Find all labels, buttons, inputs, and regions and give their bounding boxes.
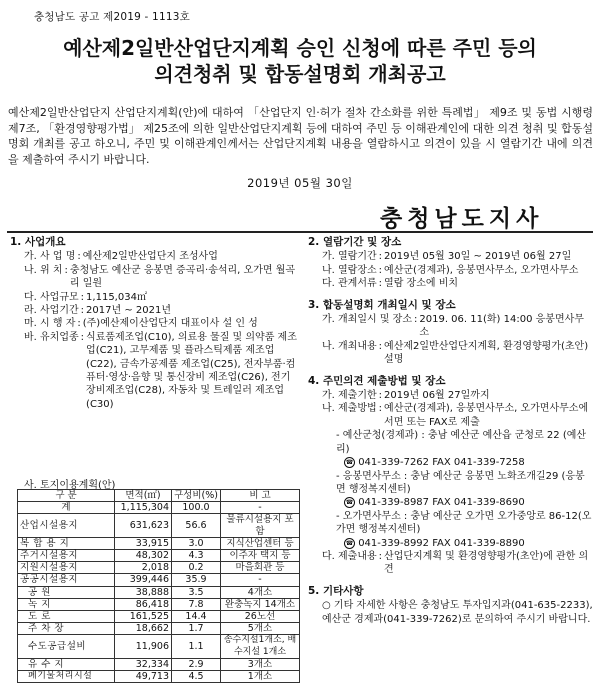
section-2-item: 가. 열람기간 : 2019년 05월 30일 ~ 2019년 06월 27일 [308,250,593,263]
item-value: 충청남도 예산군 응봉면 증곡리·송석리, 오가면 월곡리 일원 [69,264,296,290]
cell-area: 399,446 [115,574,172,586]
section-5-text: ○ 기타 자세한 사항은 충청남도 투자입지과(041-635-2233), 예산군 경제과(041-339-7262)로 문의하여 주시기 바랍니다. [322,600,593,625]
cell-area: 18,662 [115,623,172,635]
cell-note: 4개소 [221,586,300,598]
cell-ratio: 3.0 [172,537,221,549]
phone-icon: ☎ [345,499,354,507]
table-header-row [18,490,300,502]
table-row [18,514,300,537]
section-3-heading: 3. 합동설명회 개최일시 및 장소 [308,298,456,311]
office-phone: 041-339-7262 FAX 041-339-7258 [358,457,525,469]
item-label: 나. 제출방법 [322,403,377,415]
table-row [18,502,300,514]
cell-area: 86,418 [115,598,172,610]
cell-name: 주 차 장 [18,623,115,635]
cell-ratio: 1.7 [172,623,221,635]
item-label: 마. 시 행 자 [24,318,76,330]
item-label: 다. 관계서류 [322,278,377,290]
cell-name: 복 합 용 지 [18,537,115,549]
table-row [18,658,300,670]
table-row [18,598,300,610]
table-row [18,574,300,586]
cell-name: 계 [18,502,115,514]
section-2-item: 다. 관계서류 : 열람 장소에 비치 [308,277,593,290]
cell-note: 3개소 [221,658,300,670]
cell-area: 2,018 [115,562,172,574]
table-row [18,635,300,658]
section-1-item: 가. 사 업 명 : 예산제2일반산업단지 조성사업 [10,250,300,263]
section-1-heading: 1. 사업개요 [10,236,66,248]
section-1-item: 바. 유치업종 : 식료품제조업(C10), 의료용 물질 및 의약품 제조업(C21), 고무제품 및 플라스틱제품 제조업(C22), 금속가공제품 제조업(C25), 전자부품·컴퓨터·영상·음향 및 통신장비 제조업(C26), 전기장비제조업(C28), 자동차 및 트레일러 제조업(C30) [10,331,300,411]
section-1-item: 다. 사업규모 : 1,115,034㎡ [10,291,300,304]
cell-ratio: 1.1 [172,635,221,658]
item-label: 가. 개최일시 및 장소 [322,314,412,326]
cell-name: 폐기물처리시설 [18,671,115,683]
section-3-item: 가. 개최일시 및 장소 : 2019. 06. 11(화) 14:00 응봉면사무소 [308,313,593,340]
item-value: 예산군(경제과), 응봉면사무소, 오가면사무소에 서면 또는 FAX로 제출 [384,403,589,428]
item-value: 예산군(경제과), 응봉면사무소, 오가면사무소 [384,264,579,276]
cell-note: - [221,502,300,514]
section-2-item: 나. 열람장소 : 예산군(경제과), 응봉면사무소, 오가면사무소 [308,264,593,277]
item-label: 나. 개최내용 [322,340,377,352]
land-use-title: 사. 토지이용계획(안) [24,480,116,491]
cell-note: 송수지설1개소, 배수지설 1개소 [221,635,300,658]
cell-name: 도 로 [18,611,115,623]
cell-area: 1,115,304 [115,502,172,514]
cell-area: 33,915 [115,537,172,549]
item-value: 2019년 06월 27일까지 [384,390,490,402]
section-4-content: 다. 제출내용 : 산업단지계획 및 환경영향평가(초안)에 관한 의견 [308,550,593,577]
title-line-1: 예산제2일반산업단지계획 승인 신청에 따른 주민 등의 [63,36,537,60]
cell-ratio: 4.5 [172,671,221,683]
cell-note: 이주자 택지 등 [221,550,300,562]
cell-note: 완충녹지 14개소 [221,598,300,610]
left-column [10,236,300,411]
cell-note: - [221,574,300,586]
cell-note: 물류시설용지 포함 [221,514,300,537]
section-1-item: 나. 위 치 : 충청남도 예산군 응봉면 증곡리·송석리, 오가면 월곡리 일원 [10,264,300,291]
office-entry [308,429,593,469]
cell-ratio: 0.2 [172,562,221,574]
office-phone: 041-339-8987 FAX 041-339-8690 [358,497,525,509]
cell-name: 녹 지 [18,598,115,610]
office-phone-line [336,537,593,550]
office-address: - 예산군청(경제과) : 충남 예산군 예산읍 군청로 22 (예산리) [336,430,587,455]
item-label: 가. 제출기한 [322,390,377,402]
item-value: (주)예산제이산업단지 대표이사 설 인 성 [82,318,258,330]
office-entry [308,470,593,510]
cell-note: 마을회관 등 [221,562,300,574]
phone-icon: ☎ [345,539,354,547]
notice-title [0,35,600,87]
office-phone: 041-339-8992 FAX 041-339-8890 [358,537,525,549]
item-label: 가. 열람기간 [322,251,377,263]
cell-ratio: 14.4 [172,611,221,623]
column-header: 비 고 [221,490,300,502]
column-header: 구 분 [18,490,115,502]
cell-ratio: 100.0 [172,502,221,514]
cell-area: 11,906 [115,635,172,658]
item-label: 라. 사업기간 [24,305,79,317]
office-phone-line [336,456,593,469]
section-1-item: 마. 시 행 자 : (주)예산제이산업단지 대표이사 설 인 성 [10,317,300,330]
cell-note: 5개소 [221,623,300,635]
item-label: 나. 열람장소 [322,264,377,276]
cell-area: 32,334 [115,658,172,670]
section-4-heading: 4. 주민의견 제출방법 및 장소 [308,374,446,387]
item-value: 산업단지계획 및 환경영향평가(초안)에 관한 의견 [384,550,589,576]
cell-area: 631,623 [115,514,172,537]
table-row [18,550,300,562]
column-header: 면적(㎡) [115,490,172,502]
title-line-2: 의견청취 및 합동설명회 개최공고 [154,62,446,86]
item-label: 바. 유치업종 [24,331,79,343]
table-row [18,671,300,683]
notice-date: 2019년 05월 30일 [247,176,353,190]
office-address: - 응봉면사무소 : 충남 예산군 응봉면 노화조개길29 (응봉면 행정복지센터) [336,470,585,495]
table-row [18,623,300,635]
cell-note: 26노선 [221,611,300,623]
item-value: 1,115,034㎡ [86,291,147,303]
item-value: 2017년 ~ 2021년 [86,305,172,317]
table-row [18,562,300,574]
table-row [18,611,300,623]
section-5-heading: 5. 기타사항 [308,584,364,597]
cell-area: 48,302 [115,550,172,562]
cell-name: 유 수 지 [18,658,115,670]
cell-ratio: 35.9 [172,574,221,586]
land-use-table [17,489,300,683]
section-3-item: 나. 개최내용 : 예산제2일반산업단지계획, 환경영향평가(초안) 설명 [308,340,593,367]
item-value: 2019년 05월 30일 ~ 2019년 06월 27일 [384,251,572,263]
office-entry [308,510,593,550]
notice-number: 충청남도 공고 제2019 - 1113호 [34,11,190,23]
cell-name: 공공시설용지 [18,574,115,586]
cell-area: 38,888 [115,586,172,598]
cell-ratio: 56.6 [172,514,221,537]
cell-area: 161,525 [115,611,172,623]
cell-ratio: 2.9 [172,658,221,670]
section-2-heading: 2. 열람기간 및 장소 [308,236,402,248]
item-value: 열람 장소에 비치 [384,278,459,290]
item-value: 예산제2일반산업단지계획, 환경영향평가(초안) 설명 [384,340,589,366]
cell-name: 수도공급설비 [18,635,115,658]
section-1-item: 라. 사업기간 : 2017년 ~ 2021년 [10,304,300,317]
item-label: 다. 사업규모 [24,291,79,303]
item-value: 2019. 06. 11(화) 14:00 응봉면사무소 [419,314,584,339]
cell-note: 1개소 [221,671,300,683]
item-label: 가. 사 업 명 [24,251,76,263]
section-4-item: 나. 제출방법 : 예산군(경제과), 응봉면사무소, 오가면사무소에 서면 또는 FAX로 제출 [308,402,593,429]
item-label: 나. 위 치 [24,264,63,276]
office-address: - 오가면사무소 : 충남 예산군 오가면 오가중앙로 86-12(오가면 행정복지센터) [336,510,592,536]
cell-name: 주거시설용지 [18,550,115,562]
item-label: 다. 제출내용 [322,550,377,562]
right-column [308,236,593,626]
cell-note: 지식산업센터 등 [221,537,300,549]
office-phone-line [336,496,593,509]
item-value: 예산제2일반산업단지 조성사업 [82,251,218,263]
phone-icon: ☎ [345,459,354,467]
cell-name: 산업시설용지 [18,514,115,537]
issuer-name: 충청남도지사 [380,205,544,232]
cell-name: 지원시설용지 [18,562,115,574]
cell-ratio: 7.8 [172,598,221,610]
cell-name: 공 원 [18,586,115,598]
section-4-item: 가. 제출기한 : 2019년 06월 27일까지 [308,389,593,402]
column-header: 구성비(%) [172,490,221,502]
divider [7,231,593,233]
cell-area: 49,713 [115,671,172,683]
cell-ratio: 3.5 [172,586,221,598]
table-row [18,537,300,549]
cell-ratio: 4.3 [172,550,221,562]
table-row [18,586,300,598]
intro-paragraph: 예산제2일반산업단지 산업단지계획(안)에 대하여 「산업단지 인·허가 절차 간소화를 위한 특례법」 제9조 및 동법 시행령 제7조, 「환경영향평가법」 제25조에 의한 일반산업단지계획 등에 대하여 주민 등 이해관계인에 대한 의견 청취 및 합동설명회 개최를 공고 하오니, 주민 및 이해관계인께서는 산업단지계획 내용을 열람하시고 의견이 있을 시 열람기간 내에 의견을 제출하여 주시기 바랍니다. [8,106,593,166]
item-value: 식료품제조업(C10), 의료용 물질 및 의약품 제조업(C21), 고무제품 및 플라스틱제품 제조업(C22), 금속가공제품 제조업(C25), 전자부품·컴퓨터·영상·음향 및 통신장비 제조업(C26), 전기장비제조업(C28), 자동차 및 트레일러 제조업(C30) [86,331,297,410]
